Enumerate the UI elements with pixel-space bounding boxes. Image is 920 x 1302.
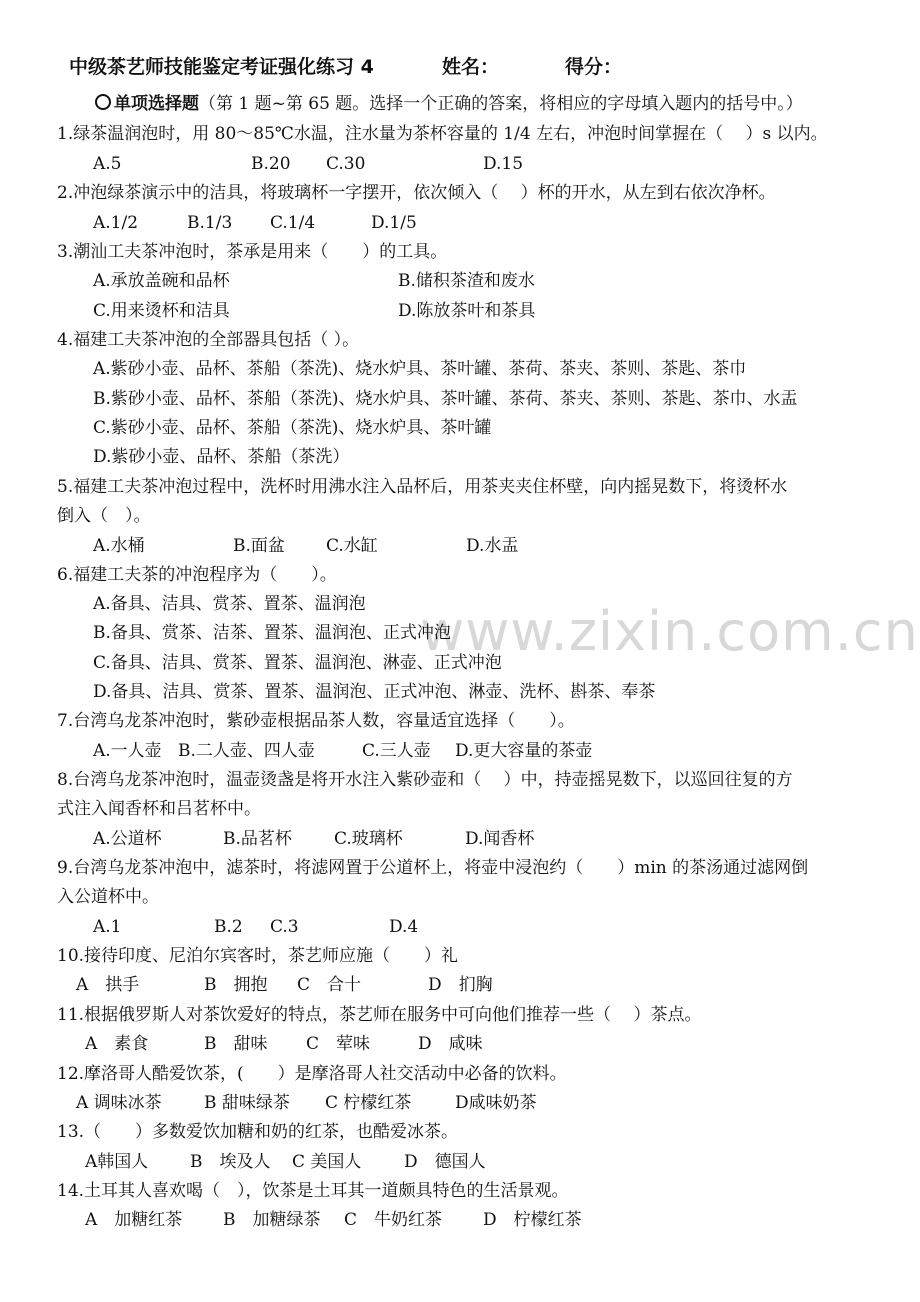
- section-heading: 单项选择题: [114, 94, 199, 114]
- question-4-option-a: A.紫砂小壶、品杯、茶船（茶洗)、烧水炉具、茶叶罐、茶荷、茶夹、茶则、茶匙、茶巾: [93, 359, 747, 379]
- question-8-option-c: C.玻璃杯: [334, 829, 403, 849]
- question-13-stem: 13.（ ）多数爱饮加糖和奶的红茶，也酷爱冰茶。: [57, 1122, 459, 1142]
- question-1-option-a: A.5: [93, 154, 122, 174]
- question-1-option-c: C.30: [326, 154, 366, 174]
- question-8-stem-line-1: 8.台湾乌龙茶冲泡时，温壶烫盏是将开水注入紫砂壶和（ ）中，持壶摇晃数下，以巡回往复的方: [57, 770, 793, 790]
- question-12-option-d: D咸味奶茶: [455, 1093, 537, 1113]
- question-3-option-b: B.储积茶渣和废水: [398, 271, 535, 291]
- question-9-stem-line-1: 9.台湾乌龙茶冲泡中，滤茶时，将滤网置于公道杯上，将壶中浸泡约（ ）min 的茶汤通过滤网倒: [57, 858, 809, 878]
- question-4-stem: 4.福建工夫茶冲泡的全部器具包括（ ）。: [57, 330, 360, 350]
- question-8-option-a: A.公道杯: [93, 829, 162, 849]
- question-12-option-a: A 调味冰茶: [76, 1093, 162, 1113]
- score-label: 得分：: [565, 56, 623, 78]
- question-5-option-b: B.面盆: [233, 536, 285, 556]
- question-9-option-c: C.3: [270, 917, 299, 937]
- question-14-option-a: A 加糖红茶: [85, 1210, 183, 1230]
- watermark: www.zixin.com.cn: [420, 600, 919, 663]
- question-10-option-b: B 拥抱: [204, 975, 268, 995]
- question-1-option-d: D.15: [483, 154, 524, 174]
- circle-icon: [95, 94, 111, 110]
- question-13-option-a: A韩国人: [85, 1152, 149, 1172]
- question-1-option-b: B.20: [251, 154, 291, 174]
- question-5-option-c: C.水缸: [326, 536, 378, 556]
- question-10-option-d: D 扪胸: [428, 975, 493, 995]
- question-10-option-a: A 拱手: [76, 975, 140, 995]
- question-11-option-d: D 咸味: [418, 1034, 483, 1054]
- question-11-option-c: C 荤味: [306, 1034, 371, 1054]
- question-11-option-a: A 素食: [85, 1034, 149, 1054]
- name-label: 姓名：: [442, 56, 500, 78]
- question-9-stem-line-2: 入公道杯中。: [57, 887, 159, 907]
- question-8-stem-line-2: 式注入闻香杯和吕茗杯中。: [57, 799, 261, 819]
- question-5-option-a: A.水桶: [93, 536, 145, 556]
- question-6-option-a: A.备具、洁具、赏茶、置茶、温润泡: [93, 594, 366, 614]
- question-6-stem: 6.福建工夫茶的冲泡程序为（ ）。: [57, 565, 337, 585]
- question-2-stem: 2.冲泡绿茶演示中的洁具，将玻璃杯一字摆开，依次倾入（ ）杯的开水，从左到右依次净杯。: [57, 183, 776, 203]
- question-5-option-d: D.水盂: [466, 536, 519, 556]
- question-12-option-b: B 甜味绿茶: [204, 1093, 290, 1113]
- question-7-option-d: D.更大容量的茶壶: [455, 741, 593, 761]
- question-7-option-b: B.二人壶、四人壶: [178, 741, 315, 761]
- page-title: 中级茶艺师技能鉴定考证强化练习 4: [69, 56, 374, 78]
- question-11-stem: 11.根据俄罗斯人对茶饮爱好的特点，茶艺师在服务中可向他们推荐一些（ ）茶点。: [57, 1005, 702, 1025]
- question-7-stem: 7.台湾乌龙茶冲泡时，紫砂壶根据品茶人数，容量适宜选择（ ）。: [57, 711, 575, 731]
- question-4-option-d: D.紫砂小壶、品杯、茶船（茶洗）: [93, 447, 350, 467]
- question-13-option-c: C 美国人: [292, 1152, 362, 1172]
- question-4-option-b: B.紫砂小壶、品杯、茶船（茶洗)、烧水炉具、茶叶罐、茶荷、茶夹、茶则、茶匙、茶巾、水盂: [93, 389, 798, 409]
- question-13-option-b: B 埃及人: [190, 1152, 271, 1172]
- question-8-option-b: B.品茗杯: [223, 829, 292, 849]
- question-9-option-a: A.1: [93, 917, 122, 937]
- question-12-stem: 12.摩洛哥人酷爱饮茶，( ）是摩洛哥人社交活动中必备的饮料。: [57, 1064, 567, 1084]
- question-2-option-b: B.1/3: [187, 213, 233, 233]
- section-heading-line: [95, 94, 803, 114]
- question-14-stem: 14.土耳其人喜欢喝（ ），饮茶是土耳其一道颇具特色的生活景观。: [57, 1181, 569, 1201]
- question-3-option-d: D.陈放茶叶和茶具: [398, 301, 536, 321]
- question-7-option-c: C.三人壶: [362, 741, 431, 761]
- question-8-option-d: D.闻香杯: [465, 829, 535, 849]
- question-14-option-b: B 加糖绿茶: [223, 1210, 321, 1230]
- question-5-stem-line-1: 5.福建工夫茶冲泡过程中，洗杯时用沸水注入品杯后，用茶夹夹住杯壁，向内摇晃数下，将烫杯水: [57, 477, 788, 497]
- question-6-option-b: B.备具、赏茶、洁茶、置茶、温润泡、正式冲泡: [93, 623, 451, 643]
- question-3-option-a: A.承放盖碗和品杯: [93, 271, 230, 291]
- question-10-stem: 10.接待印度、尼泊尔宾客时，茶艺师应施（ ）礼: [57, 946, 459, 966]
- question-13-option-d: D 德国人: [404, 1152, 486, 1172]
- question-2-option-a: A.1/2: [93, 213, 139, 233]
- question-2-option-d: D.1/5: [371, 213, 417, 233]
- question-11-option-b: B 甜味: [204, 1034, 268, 1054]
- question-14-option-c: C 牛奶红茶: [344, 1210, 443, 1230]
- question-3-stem: 3.潮汕工夫茶冲泡时，茶承是用来（ ）的工具。: [57, 242, 448, 262]
- question-4-option-c: C.紫砂小壶、品杯、茶船（茶洗)、烧水炉具、茶叶罐: [93, 418, 492, 438]
- question-10-option-c: C 合十: [297, 975, 362, 995]
- question-2-option-c: C.1/4: [270, 213, 316, 233]
- question-6-option-d: D.备具、洁具、赏茶、置茶、温润泡、正式冲泡、淋壶、洗杯、斟茶、奉茶: [93, 682, 656, 702]
- question-5-stem-line-2: 倒入（ ）。: [57, 506, 151, 526]
- section-instruction: （第 1 题~第 65 题。选择一个正确的答案，将相应的字母填入题内的括号中。）: [199, 94, 803, 114]
- question-6-option-c: C.备具、洁具、赏茶、置茶、温润泡、淋壶、正式冲泡: [93, 653, 502, 673]
- question-9-option-d: D.4: [389, 917, 419, 937]
- question-7-option-a: A.一人壶: [93, 741, 162, 761]
- question-14-option-d: D 柠檬红茶: [483, 1210, 582, 1230]
- question-12-option-c: C 柠檬红茶: [325, 1093, 412, 1113]
- question-9-option-b: B.2: [214, 917, 243, 937]
- question-1-stem: 1.绿茶温润泡时，用 80～85℃水温，注水量为茶杯容量的 1/4 左右，冲泡时间掌握在（ ）s 以内。: [57, 124, 828, 144]
- question-3-option-c: C.用来烫杯和洁具: [93, 301, 230, 321]
